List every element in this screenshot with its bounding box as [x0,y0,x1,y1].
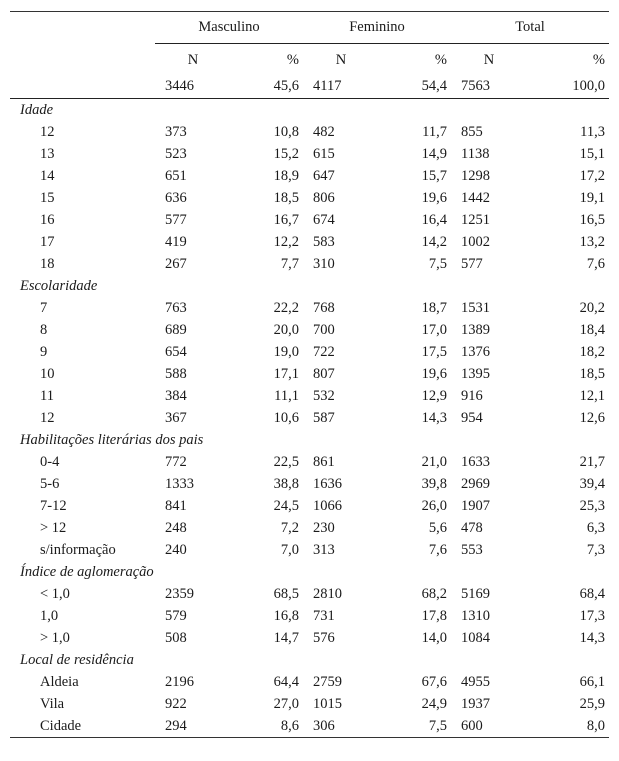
cell-n-total: 1937 [461,696,490,712]
cell-n-total: 1442 [461,190,490,206]
cell-pct-feminino: 39,8 [421,476,447,492]
cell-pct-total: 66,1 [579,674,605,690]
cell-pct-masculino: 10,8 [273,124,299,140]
cell-pct-masculino: 22,2 [273,300,299,316]
row-label: 7-12 [40,498,67,514]
cell-n-feminino: 806 [313,190,335,206]
table-row [10,121,609,143]
cell-pct-feminino: 26,0 [421,498,447,514]
row-label: 17 [40,234,55,250]
cell-pct-masculino: 19,0 [273,344,299,360]
cell-n-masculino: 508 [165,630,187,646]
row-label: 9 [40,344,48,360]
cell-n-total: 1907 [461,498,490,514]
table-row [10,143,609,165]
subheader-row [10,44,609,77]
table-row [10,297,609,319]
cell-pct-feminino: 21,0 [421,454,447,470]
cell-n-feminino: 861 [313,454,335,470]
cell-n-feminino: 1015 [313,696,342,712]
cell-pct-feminino: 7,6 [428,542,447,558]
cell-pct-feminino: 7,5 [428,256,447,272]
cell-n-feminino: 576 [313,630,335,646]
cell-pct-total: 7,6 [586,256,605,272]
cell-n-feminino: 587 [313,410,335,426]
table-row [10,209,609,231]
section-header-row [10,649,609,671]
row-label: 16 [40,212,55,228]
section-header-row [10,429,609,451]
table-row [10,165,609,187]
section-header-row [10,275,609,297]
cell-pct-masculino: 7,7 [280,256,299,272]
cell-pct-masculino: 12,2 [273,234,299,250]
row-label: 11 [40,388,54,404]
cell-n-total: 1395 [461,366,490,382]
row-label: 14 [40,168,55,184]
corner-cell [10,12,155,44]
cell-n-masculino: 922 [165,696,187,712]
cell-pct-total: 20,2 [579,300,605,316]
data-table [10,11,609,738]
cell-n-total: 1633 [461,454,490,470]
section-title: Local de residência [20,652,134,668]
cell-pct-masculino: 8,6 [231,715,303,738]
cell-n-masculino: 763 [165,300,187,316]
cell-n-feminino: 731 [313,608,335,624]
cell-pct-masculino: 15,2 [273,146,299,162]
cell-n-total: 1376 [461,344,490,360]
row-label: 10 [40,366,55,382]
group-header-masculino: Masculino [155,12,303,44]
cell-pct-masculino: 16,8 [273,608,299,624]
table-row [10,605,609,627]
cell-n-feminino: 482 [313,124,335,140]
cell-n-total: 1298 [461,168,490,184]
cell-pct-total: 12,1 [579,388,605,404]
section-title: Escolaridade [20,278,98,294]
cell-n-feminino: 532 [313,388,335,404]
table-row [10,715,609,738]
table-row [10,407,609,429]
cell-pct-feminino: 11,7 [422,124,447,140]
cell-n-masculino: 1333 [165,476,194,492]
table-row [10,231,609,253]
subheader-n: N [155,44,231,77]
cell-pct-total: 18,2 [579,344,605,360]
row-label: 12 [40,410,55,426]
row-label: 12 [40,124,55,140]
cell-pct-total: 16,5 [579,212,605,228]
cell-pct-masculino: 17,1 [273,366,299,382]
cell-n-masculino: 523 [165,146,187,162]
table-row [10,385,609,407]
cell-pct-masculino: 38,8 [273,476,299,492]
cell-pct-total: 7,3 [586,542,605,558]
cell-n-masculino: 384 [165,388,187,404]
group-header-feminino: Feminino [303,12,451,44]
cell-n-total: 1310 [461,608,490,624]
cell-n-total: 553 [461,542,483,558]
cell-pct-feminino: 14,2 [421,234,447,250]
cell-n-total: 954 [461,410,483,426]
totals-row [10,76,609,99]
table-row [10,253,609,275]
cell-pct-total: 21,7 [579,454,605,470]
cell-pct-total: 68,4 [579,586,605,602]
cell-pct-feminino: 7,5 [379,715,451,738]
cell-n-feminino: 1636 [313,476,342,492]
cell-pct-masculino: 24,5 [273,498,299,514]
row-label: 0-4 [40,454,60,470]
cell-pct-total: 13,2 [579,234,605,250]
cell-n-masculino: 367 [165,410,187,426]
cell-n-total: 1531 [461,300,490,316]
row-label: Aldeia [40,674,79,690]
cell-n-feminino: 306 [303,715,379,738]
cell-n-masculino: 294 [155,715,231,738]
cell-n-masculino: 267 [165,256,187,272]
table-row [10,517,609,539]
cell-pct-feminino: 14,0 [421,630,447,646]
cell-pct-total: 6,3 [586,520,605,536]
table-row [10,187,609,209]
cell-n-total: 478 [461,520,483,536]
cell-n-masculino: 240 [165,542,187,558]
cell-n-masculino: 841 [165,498,187,514]
cell-pct-total: 17,3 [579,608,605,624]
subheader-empty [10,44,155,77]
row-label: 13 [40,146,55,162]
cell-pct-feminino: 14,9 [421,146,447,162]
section-title: Índice de aglomeração [20,564,154,580]
cell-n-feminino: 230 [313,520,335,536]
cell-n-total: 916 [461,388,483,404]
cell-n-masculino: 373 [165,124,187,140]
row-label: s/informação [40,542,116,558]
cell-pct-total: 19,1 [579,190,605,206]
table-row [10,341,609,363]
cell-pct-masculino: 16,7 [273,212,299,228]
table-row [10,693,609,715]
cell-n-masculino: 689 [165,322,187,338]
cell-n-masculino: 588 [165,366,187,382]
cell-n-masculino: 2359 [165,586,194,602]
cell-n-masculino: 772 [165,454,187,470]
subheader-pct: % [527,44,609,77]
row-label: > 12 [40,520,67,536]
total-pct-masculino: 45,6 [231,76,303,99]
cell-n-total: 1251 [461,212,490,228]
cell-n-total: 4955 [461,674,490,690]
cell-pct-masculino: 10,6 [273,410,299,426]
cell-n-masculino: 579 [165,608,187,624]
table-row [10,671,609,693]
cell-pct-masculino: 64,4 [273,674,299,690]
row-label: Cidade [10,715,155,738]
cell-n-masculino: 2196 [165,674,194,690]
cell-pct-total: 39,4 [579,476,605,492]
table-row [10,451,609,473]
cell-pct-total: 18,5 [579,366,605,382]
cell-pct-total: 8,0 [527,715,609,738]
group-header-total: Total [451,12,609,44]
row-label: 15 [40,190,55,206]
table-row [10,473,609,495]
cell-n-total: 855 [461,124,483,140]
row-label: 5-6 [40,476,60,492]
row-label: Vila [40,696,65,712]
cell-n-feminino: 674 [313,212,335,228]
cell-pct-total: 18,4 [579,322,605,338]
cell-n-feminino: 722 [313,344,335,360]
cell-n-masculino: 419 [165,234,187,250]
row-label: 7 [40,300,48,316]
cell-n-feminino: 768 [313,300,335,316]
subheader-n: N [303,44,379,77]
table-row [10,363,609,385]
cell-pct-feminino: 19,6 [421,190,447,206]
row-label: < 1,0 [40,586,70,602]
cell-pct-feminino: 17,8 [421,608,447,624]
total-n-total: 7563 [451,76,527,99]
cell-n-total: 1138 [461,146,490,162]
table-row [10,319,609,341]
total-n-feminino: 4117 [303,76,379,99]
cell-n-masculino: 577 [165,212,187,228]
row-label: 1,0 [40,608,59,624]
cell-pct-feminino: 17,5 [421,344,447,360]
row-label: > 1,0 [40,630,70,646]
total-n-masculino: 3446 [155,76,231,99]
total-pct-total: 100,0 [527,76,609,99]
cell-pct-total: 15,1 [579,146,605,162]
cell-n-feminino: 700 [313,322,335,338]
cell-n-total: 2969 [461,476,490,492]
cell-pct-feminino: 17,0 [421,322,447,338]
cell-n-masculino: 636 [165,190,187,206]
cell-n-feminino: 807 [313,366,335,382]
cell-pct-total: 25,9 [579,696,605,712]
cell-pct-feminino: 12,9 [421,388,447,404]
row-label: 8 [40,322,48,338]
cell-pct-feminino: 18,7 [421,300,447,316]
cell-n-feminino: 313 [313,542,335,558]
table-body [10,99,609,738]
section-title: Habilitações literárias dos pais [20,432,204,448]
table-row [10,627,609,649]
cell-pct-feminino: 5,6 [428,520,447,536]
cell-pct-masculino: 20,0 [273,322,299,338]
cell-pct-total: 11,3 [580,124,605,140]
table-row [10,539,609,561]
cell-pct-total: 25,3 [579,498,605,514]
cell-pct-total: 17,2 [579,168,605,184]
cell-pct-masculino: 14,7 [273,630,299,646]
cell-pct-feminino: 16,4 [421,212,447,228]
cell-n-masculino: 651 [165,168,187,184]
section-header-row [10,99,609,122]
cell-n-masculino: 248 [165,520,187,536]
totals-label [10,76,155,99]
subheader-pct: % [379,44,451,77]
subheader-pct: % [231,44,303,77]
cell-n-total: 600 [451,715,527,738]
cell-n-total: 577 [461,256,483,272]
cell-n-feminino: 583 [313,234,335,250]
cell-pct-feminino: 19,6 [421,366,447,382]
cell-pct-feminino: 68,2 [421,586,447,602]
cell-n-masculino: 654 [165,344,187,360]
cell-n-feminino: 2810 [313,586,342,602]
cell-pct-feminino: 24,9 [421,696,447,712]
cell-pct-masculino: 22,5 [273,454,299,470]
cell-n-feminino: 615 [313,146,335,162]
cell-pct-masculino: 11,1 [274,388,299,404]
cell-n-feminino: 1066 [313,498,342,514]
cell-n-feminino: 310 [313,256,335,272]
group-header-row [10,12,609,44]
cell-n-total: 5169 [461,586,490,602]
cell-pct-masculino: 18,9 [273,168,299,184]
cell-n-total: 1084 [461,630,490,646]
section-header-row [10,561,609,583]
cell-pct-feminino: 67,6 [421,674,447,690]
cell-n-feminino: 2759 [313,674,342,690]
section-title: Idade [20,102,54,118]
table-row [10,495,609,517]
cell-n-total: 1002 [461,234,490,250]
cell-pct-total: 12,6 [579,410,605,426]
cell-pct-masculino: 7,0 [280,542,299,558]
cell-pct-total: 14,3 [579,630,605,646]
cell-pct-feminino: 14,3 [421,410,447,426]
cell-n-total: 1389 [461,322,490,338]
cell-pct-masculino: 7,2 [280,520,299,536]
cell-pct-masculino: 18,5 [273,190,299,206]
cell-pct-feminino: 15,7 [421,168,447,184]
subheader-n: N [451,44,527,77]
total-pct-feminino: 54,4 [379,76,451,99]
cell-pct-masculino: 27,0 [273,696,299,712]
cell-pct-masculino: 68,5 [273,586,299,602]
row-label: 18 [40,256,55,272]
cell-n-feminino: 647 [313,168,335,184]
table-row [10,583,609,605]
